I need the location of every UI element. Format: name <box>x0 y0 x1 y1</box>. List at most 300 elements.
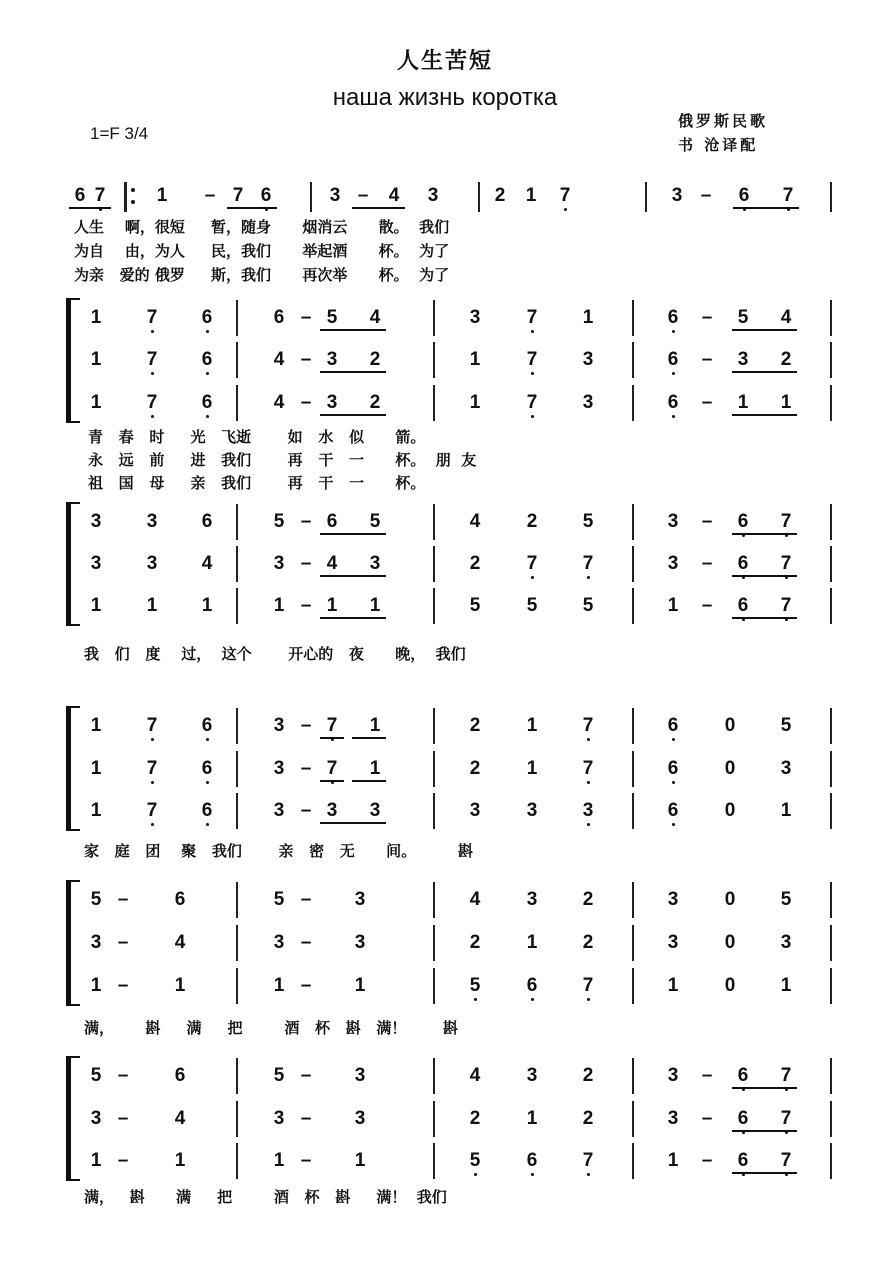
system-bracket-cap <box>66 829 80 831</box>
score-note: 2 <box>582 1108 594 1129</box>
score-note: – <box>300 1108 312 1129</box>
score-note: 3 <box>90 511 102 532</box>
octave-dot-below <box>587 576 590 579</box>
score-note: 1 <box>90 392 102 413</box>
score-note: 1 <box>90 1150 102 1171</box>
beam-underline <box>733 207 799 209</box>
system1-lyric-line-3: 祖 国 母 亲 我们 再 干 一 杯。 <box>88 474 426 492</box>
score-note: 5 <box>780 889 792 910</box>
score-note: 3 <box>369 553 381 574</box>
score-note: 5 <box>469 975 481 996</box>
score-note: 7 <box>146 800 158 821</box>
octave-dot-below <box>587 998 590 1001</box>
barline <box>433 504 435 540</box>
score-note: 7 <box>526 392 538 413</box>
beam-underline <box>69 207 111 209</box>
octave-dot-below <box>474 998 477 1001</box>
score-note: 0 <box>724 800 736 821</box>
repeat-dot <box>131 188 135 192</box>
barline <box>433 793 435 829</box>
score-note: 1 <box>90 595 102 616</box>
octave-dot-below <box>531 330 534 333</box>
score-note: 1 <box>469 349 481 370</box>
score-note: 7 <box>526 553 538 574</box>
octave-dot-below <box>672 823 675 826</box>
octave-dot-below <box>587 781 590 784</box>
score-note: – <box>701 307 713 328</box>
barline <box>830 546 832 582</box>
score-note: 3 <box>146 553 158 574</box>
score-note: – <box>701 392 713 413</box>
score-note: – <box>300 392 312 413</box>
barline <box>236 588 238 624</box>
barline <box>236 708 238 744</box>
score-note: 7 <box>326 758 338 779</box>
intro-note: 4 <box>388 185 400 206</box>
barline <box>236 504 238 540</box>
score-note: 1 <box>780 975 792 996</box>
system-bracket-cap <box>66 624 80 626</box>
score-note: 5 <box>737 307 749 328</box>
intro-note: 7 <box>94 185 106 206</box>
score-note: – <box>300 800 312 821</box>
intro-note: 2 <box>494 185 506 206</box>
beam-underline <box>320 533 386 535</box>
score-note: 3 <box>667 889 679 910</box>
score-note: 6 <box>667 800 679 821</box>
barline <box>632 708 634 744</box>
barline <box>632 504 634 540</box>
score-note: 0 <box>724 758 736 779</box>
intro-note: 1 <box>156 185 168 206</box>
barline <box>433 588 435 624</box>
score-note: 3 <box>273 553 285 574</box>
system2-lyric-line-1: 我 们 度 过， 这个 开心的 夜 晚， 我们 <box>84 645 466 663</box>
octave-dot-below <box>672 330 675 333</box>
barline <box>236 1101 238 1137</box>
barline <box>632 1101 634 1137</box>
barline <box>433 385 435 421</box>
score-note: – <box>117 889 129 910</box>
score-note: 7 <box>582 975 594 996</box>
octave-dot-below <box>587 1173 590 1176</box>
score-note: 7 <box>146 307 158 328</box>
octave-dot-below <box>206 330 209 333</box>
beam-underline <box>732 533 797 535</box>
barline <box>830 708 832 744</box>
score-note: – <box>701 595 713 616</box>
octave-dot-below <box>206 415 209 418</box>
barline <box>632 882 634 918</box>
octave-dot-below <box>151 415 154 418</box>
score-note: 5 <box>326 307 338 328</box>
score-note: 0 <box>724 975 736 996</box>
score-note: 6 <box>737 1150 749 1171</box>
score-note: 3 <box>273 800 285 821</box>
score-note: 3 <box>526 800 538 821</box>
intro-lyric-line-3: 为亲 爱的 俄罗 斯，我们 再次举 杯。 为了 <box>74 266 450 284</box>
barline <box>632 793 634 829</box>
score-note: 7 <box>146 349 158 370</box>
score-note: 4 <box>469 511 481 532</box>
beam-underline <box>320 414 386 416</box>
score-note: 3 <box>273 932 285 953</box>
system1-lyric-line-1: 青 春 时 光 飞逝 如 水 似 箭。 <box>88 428 426 446</box>
score-note: 1 <box>780 800 792 821</box>
barline <box>830 588 832 624</box>
score-note: 1 <box>90 307 102 328</box>
system-bracket-cap <box>66 1056 80 1058</box>
beam-underline <box>732 329 797 331</box>
octave-dot-below <box>587 738 590 741</box>
intro-note: 6 <box>738 185 750 206</box>
score-note: 7 <box>780 1150 792 1171</box>
intro-note: 3 <box>329 185 341 206</box>
score-note: – <box>300 758 312 779</box>
system-bracket <box>66 298 71 423</box>
score-title: 人生苦短 <box>396 48 493 74</box>
score-note: 3 <box>526 1065 538 1086</box>
score-note: 1 <box>90 715 102 736</box>
barline <box>433 708 435 744</box>
barline <box>830 342 832 378</box>
score-note: 4 <box>469 1065 481 1086</box>
octave-dot-below <box>672 781 675 784</box>
score-note: 1 <box>582 307 594 328</box>
score-note: 1 <box>369 715 381 736</box>
intro-note: – <box>700 185 712 206</box>
score-note: 3 <box>326 392 338 413</box>
beam-underline <box>732 1172 797 1174</box>
score-note: 6 <box>201 511 213 532</box>
score-note: 2 <box>469 553 481 574</box>
barline <box>830 793 832 829</box>
score-note: 0 <box>724 889 736 910</box>
score-note: – <box>300 553 312 574</box>
barline <box>310 182 312 212</box>
score-note: 6 <box>526 975 538 996</box>
score-note: 2 <box>582 932 594 953</box>
score-note: – <box>117 1065 129 1086</box>
score-note: – <box>300 511 312 532</box>
beam-underline <box>732 371 797 373</box>
octave-dot-below <box>206 372 209 375</box>
beam-underline <box>320 780 344 782</box>
score-note: 1 <box>146 595 158 616</box>
score-note: 6 <box>201 800 213 821</box>
score-note: 3 <box>780 932 792 953</box>
system1-lyric-line-2: 永 远 前 进 我们 再 干 一 杯。 朋 友 <box>88 451 477 469</box>
barline <box>478 182 480 212</box>
score-note: 3 <box>737 349 749 370</box>
score-note: 3 <box>582 392 594 413</box>
beam-underline <box>320 575 386 577</box>
system-bracket <box>66 880 71 1006</box>
barline <box>433 751 435 787</box>
barline <box>632 385 634 421</box>
score-note: 7 <box>582 758 594 779</box>
system-bracket <box>66 502 71 626</box>
barline <box>830 925 832 961</box>
octave-dot-below <box>206 823 209 826</box>
score-note: 1 <box>90 758 102 779</box>
score-note: 2 <box>469 758 481 779</box>
beam-underline <box>320 371 386 373</box>
score-note: – <box>701 349 713 370</box>
octave-dot-below <box>151 781 154 784</box>
score-note: 7 <box>582 553 594 574</box>
barline <box>632 968 634 1004</box>
octave-dot-below <box>531 415 534 418</box>
score-note: 1 <box>174 1150 186 1171</box>
beam-underline <box>732 575 797 577</box>
score-note: 3 <box>667 553 679 574</box>
score-note: 7 <box>526 349 538 370</box>
intro-note: – <box>204 185 216 206</box>
barline <box>236 300 238 336</box>
score-note: 3 <box>326 349 338 370</box>
octave-dot-below <box>151 330 154 333</box>
score-note: 1 <box>174 975 186 996</box>
score-note: 1 <box>90 349 102 370</box>
barline <box>830 182 832 212</box>
score-note: – <box>300 307 312 328</box>
score-note: 4 <box>780 307 792 328</box>
translator-credit: 书 沧译配 <box>678 136 759 154</box>
system-bracket-cap <box>66 1004 80 1006</box>
score-note: 3 <box>90 1108 102 1129</box>
score-note: 5 <box>90 889 102 910</box>
score-note: 7 <box>780 1065 792 1086</box>
score-subtitle: наша жизнь коротка <box>332 84 558 111</box>
score-note: 7 <box>582 1150 594 1171</box>
barline <box>236 882 238 918</box>
score-note: – <box>701 553 713 574</box>
score-note: 3 <box>90 553 102 574</box>
score-note: 1 <box>526 758 538 779</box>
barline <box>830 1101 832 1137</box>
barline <box>433 342 435 378</box>
barline <box>236 385 238 421</box>
system-bracket <box>66 706 71 831</box>
barline <box>236 546 238 582</box>
barline <box>830 882 832 918</box>
score-note: 5 <box>273 1065 285 1086</box>
score-note: 4 <box>174 932 186 953</box>
score-note: 3 <box>273 715 285 736</box>
score-note: 1 <box>273 975 285 996</box>
octave-dot-below <box>672 415 675 418</box>
octave-dot-below <box>474 1173 477 1176</box>
system-bracket-cap <box>66 421 80 423</box>
score-note: 1 <box>354 975 366 996</box>
score-note: 3 <box>526 889 538 910</box>
barline <box>433 546 435 582</box>
score-note: 5 <box>582 595 594 616</box>
score-note: 6 <box>273 307 285 328</box>
barline <box>236 342 238 378</box>
score-note: 5 <box>469 595 481 616</box>
score-note: 7 <box>146 758 158 779</box>
score-note: 3 <box>582 800 594 821</box>
octave-dot-below <box>531 998 534 1001</box>
beam-underline <box>732 1130 797 1132</box>
barline <box>433 1143 435 1179</box>
barline <box>632 751 634 787</box>
score-note: 3 <box>369 800 381 821</box>
score-note: 3 <box>354 1065 366 1086</box>
score-note: 1 <box>90 975 102 996</box>
score-note: 3 <box>354 1108 366 1129</box>
score-note: 7 <box>146 715 158 736</box>
beam-underline <box>732 414 797 416</box>
score-note: 1 <box>354 1150 366 1171</box>
beam-underline <box>227 207 277 209</box>
score-note: – <box>117 932 129 953</box>
system-bracket-cap <box>66 1179 80 1181</box>
score-note: 5 <box>582 511 594 532</box>
barline <box>632 300 634 336</box>
barline <box>236 1058 238 1094</box>
barline <box>645 182 647 212</box>
score-note: 6 <box>326 511 338 532</box>
barline <box>632 1143 634 1179</box>
barline <box>433 1058 435 1094</box>
score-note: – <box>300 349 312 370</box>
octave-dot-below <box>151 738 154 741</box>
octave-dot-below <box>151 823 154 826</box>
score-note: 1 <box>526 1108 538 1129</box>
beam-underline <box>320 617 386 619</box>
score-note: 5 <box>526 595 538 616</box>
beam-underline <box>352 780 386 782</box>
score-note: 2 <box>526 511 538 532</box>
score-note: 1 <box>667 975 679 996</box>
score-note: 4 <box>201 553 213 574</box>
intro-lyric-line-2: 为自 由，为人 民，我们 举起酒 杯。 为了 <box>74 242 450 260</box>
score-note: 1 <box>780 392 792 413</box>
score-note: – <box>300 715 312 736</box>
score-note: 2 <box>469 932 481 953</box>
score-note: 3 <box>667 511 679 532</box>
intro-note: 6 <box>74 185 86 206</box>
score-note: 1 <box>667 1150 679 1171</box>
score-note: 3 <box>469 307 481 328</box>
barline <box>632 1058 634 1094</box>
score-note: – <box>300 1065 312 1086</box>
score-note: 3 <box>354 932 366 953</box>
score-note: 1 <box>273 595 285 616</box>
score-note: 6 <box>201 349 213 370</box>
score-note: 7 <box>582 715 594 736</box>
score-note: 6 <box>667 715 679 736</box>
intro-note: 3 <box>427 185 439 206</box>
key-signature: 1=F 3/4 <box>90 124 149 143</box>
score-note: – <box>701 511 713 532</box>
score-note: 3 <box>146 511 158 532</box>
octave-dot-below <box>151 372 154 375</box>
system3-lyric-line-1: 家 庭 团 聚 我们 亲 密 无 间。 斟 <box>84 842 473 860</box>
beam-underline <box>320 329 386 331</box>
intro-note: 7 <box>782 185 794 206</box>
score-note: 6 <box>737 553 749 574</box>
score-note: 4 <box>326 553 338 574</box>
system5-lyric-line-1: 满， 斟 满 把 酒 杯 斟 满！ 我们 <box>84 1188 447 1206</box>
barline <box>830 1058 832 1094</box>
barline <box>830 300 832 336</box>
score-note: 6 <box>201 758 213 779</box>
intro-note: 7 <box>232 185 244 206</box>
score-note: 1 <box>369 758 381 779</box>
score-note: – <box>300 595 312 616</box>
score-note: 6 <box>737 1065 749 1086</box>
octave-dot-below <box>531 576 534 579</box>
system4-lyric-line-1: 满， 斟 满 把 酒 杯 斟 满！ 斟 <box>84 1019 458 1037</box>
score-note: 4 <box>369 307 381 328</box>
system-bracket-cap <box>66 880 80 882</box>
score-note: 1 <box>90 800 102 821</box>
score-note: 3 <box>273 758 285 779</box>
score-note: 1 <box>469 392 481 413</box>
score-note: – <box>701 1065 713 1086</box>
barline <box>236 925 238 961</box>
score-note: 3 <box>354 889 366 910</box>
score-note: 0 <box>724 715 736 736</box>
repeat-dot <box>131 200 135 204</box>
barline <box>632 546 634 582</box>
score-note: – <box>117 1150 129 1171</box>
barline <box>433 968 435 1004</box>
score-note: 6 <box>526 1150 538 1171</box>
octave-dot-below <box>564 208 567 211</box>
score-note: – <box>117 975 129 996</box>
score-note: 1 <box>737 392 749 413</box>
repeat-barline-thick <box>124 182 127 212</box>
score-note: – <box>300 1150 312 1171</box>
score-note: 6 <box>667 349 679 370</box>
score-note: 7 <box>780 553 792 574</box>
octave-dot-below <box>206 738 209 741</box>
score-note: 4 <box>273 349 285 370</box>
beam-underline <box>352 737 386 739</box>
score-note: 3 <box>326 800 338 821</box>
score-note: 5 <box>273 511 285 532</box>
intro-note: 6 <box>260 185 272 206</box>
barline <box>632 925 634 961</box>
barline <box>236 1143 238 1179</box>
octave-dot-below <box>672 372 675 375</box>
score-note: 6 <box>174 1065 186 1086</box>
composer-credit: 俄罗斯民歌 <box>678 112 769 130</box>
score-note: 4 <box>469 889 481 910</box>
score-note: 6 <box>201 715 213 736</box>
octave-dot-below <box>587 823 590 826</box>
score-note: 1 <box>273 1150 285 1171</box>
score-note: 3 <box>667 932 679 953</box>
score-note: 6 <box>667 392 679 413</box>
score-note: 3 <box>667 1108 679 1129</box>
score-note: 6 <box>201 307 213 328</box>
score-note: 1 <box>667 595 679 616</box>
score-note: 6 <box>201 392 213 413</box>
score-note: 3 <box>667 1065 679 1086</box>
score-note: 6 <box>737 595 749 616</box>
octave-dot-below <box>531 372 534 375</box>
score-note: 7 <box>146 392 158 413</box>
score-note: 6 <box>667 307 679 328</box>
octave-dot-below <box>672 738 675 741</box>
score-note: – <box>300 975 312 996</box>
